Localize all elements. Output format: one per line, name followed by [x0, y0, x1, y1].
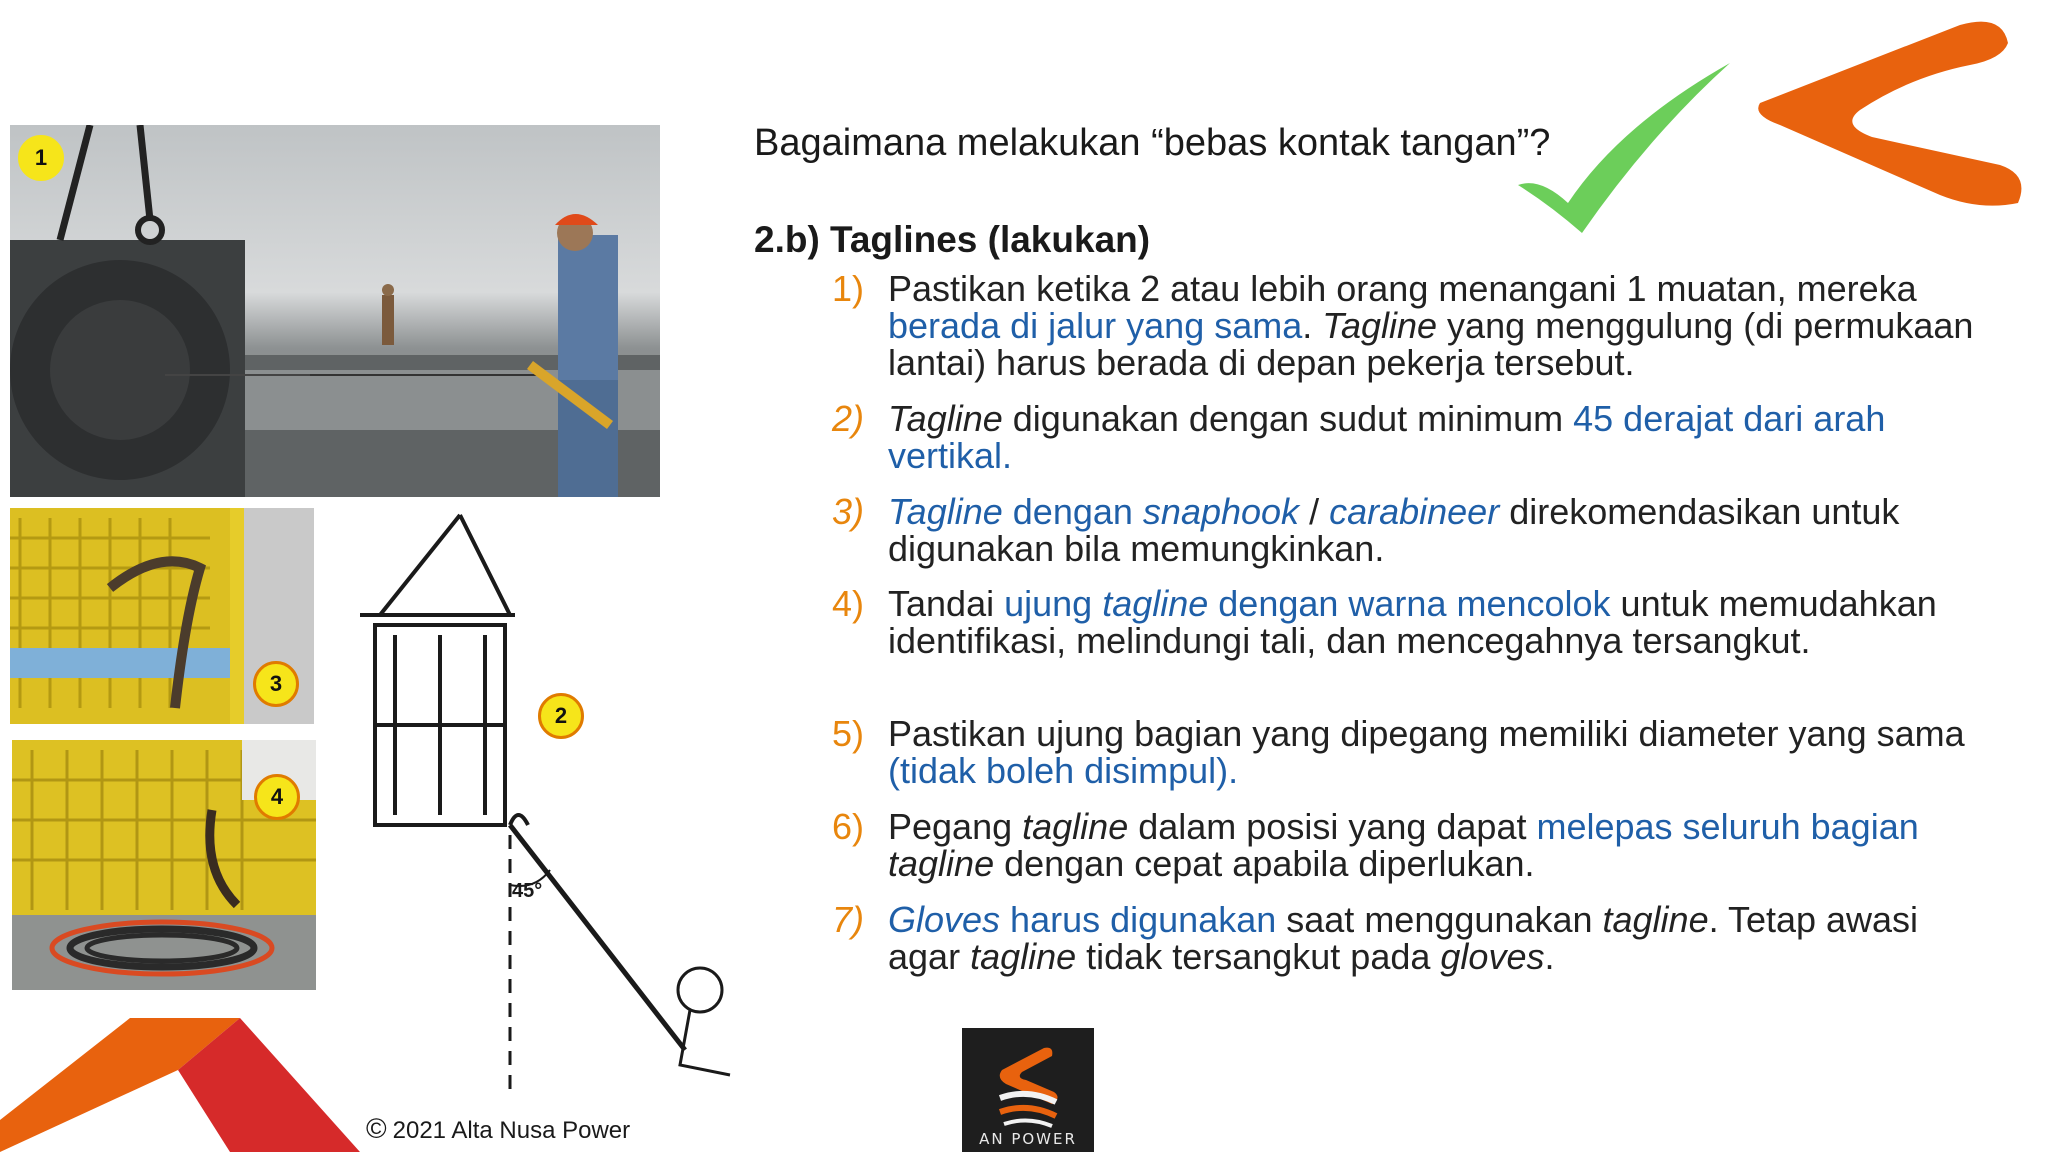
- list-item: [832, 400, 1982, 480]
- an-power-logo: [962, 1028, 1094, 1152]
- item-text-run: tagline: [970, 936, 1077, 977]
- item-text-run: dengan cepat apabila diperlukan.: [994, 843, 1535, 884]
- item-text-run: tagline: [1102, 583, 1209, 624]
- item-text-run: tagline: [1022, 806, 1129, 847]
- item-text-run: Gloves: [888, 899, 1001, 940]
- brand-shape-bottom-left: [0, 1000, 360, 1152]
- item-text-run: berada di jalur yang sama: [888, 305, 1303, 346]
- sketch-angle-label: 45°: [512, 880, 543, 902]
- item-text-run: direkomendasikan untuk digunakan bila memungkinkan.: [888, 491, 1900, 569]
- crane-scene-illustration: [10, 125, 660, 497]
- section-number: 2.b): [754, 219, 820, 260]
- item-text-run: snaphook: [1142, 491, 1300, 532]
- item-text-run: dengan warna mencolok: [1208, 583, 1611, 624]
- item-text: [888, 808, 1998, 882]
- brand-logo-top: [1740, 15, 2040, 215]
- badge-1: 1: [18, 135, 64, 181]
- item-number: 5): [832, 713, 865, 754]
- item-number: 2): [832, 398, 865, 439]
- item-text: [888, 585, 1998, 659]
- item-text-run: Pastikan ujung bagian yang dipegang memiliki diameter yang sama: [888, 713, 1965, 754]
- copyright-symbol: ©: [366, 1113, 387, 1144]
- item-number: 6): [832, 806, 865, 847]
- item-text-run: 45 derajat dari arah vertikal.: [888, 398, 1886, 476]
- item-text-run: (tidak boleh disimpul).: [888, 750, 1239, 791]
- item-text-run: tagline: [888, 843, 995, 884]
- item-number: 1): [832, 268, 865, 309]
- list-item: [832, 808, 1982, 888]
- item-text-run: digunakan dengan sudut minimum: [1002, 398, 1574, 439]
- question-heading: Bagaimana melakukan “bebas kontak tangan”?: [754, 122, 1551, 164]
- item-text-run: tagline: [1602, 899, 1709, 940]
- item-number: 3): [832, 491, 865, 532]
- section-title: Taglines (lakukan): [830, 219, 1151, 260]
- an-power-text: AN POWER: [979, 1130, 1077, 1148]
- item-number: 4): [832, 583, 865, 624]
- item-text-run: .: [1302, 305, 1323, 346]
- item-text-run: Tagline: [888, 491, 1003, 532]
- item-text-run: Pastikan ketika 2 atau lebih orang menangani 1 muatan, mereka: [888, 268, 1917, 309]
- item-text-run: dalam posisi yang dapat: [1128, 806, 1537, 847]
- item-text-run: Tagline: [1322, 305, 1438, 346]
- photo-cage-coiled-tagline: [12, 740, 316, 990]
- item-text-run: Tagline: [888, 398, 1003, 439]
- item-text-run: tidak tersangkut pada: [1076, 936, 1441, 977]
- list-item: [832, 901, 1982, 981]
- item-text-run: gloves: [1440, 936, 1545, 977]
- item-text-run: carabineer: [1329, 491, 1500, 532]
- list-item: [832, 270, 1982, 385]
- item-text-run: /: [1299, 491, 1330, 532]
- badge-3: 3: [253, 661, 299, 707]
- item-text: [888, 493, 1998, 567]
- item-number: 7): [832, 899, 865, 940]
- item-text-run: melepas seluruh bagian: [1536, 806, 1919, 847]
- photo-cage-marked-tagline: [10, 508, 314, 724]
- item-text-run: untuk memudahkan identifikasi, melindungi tali, dan mencegahnya tersangkut.: [888, 583, 1937, 661]
- item-text-run: Tandai: [888, 583, 1005, 624]
- badge-2: 2: [538, 693, 584, 739]
- list-item: [832, 493, 1982, 573]
- item-text-run: harus digunakan: [1000, 899, 1277, 940]
- item-text-run: . Tetap awasi agar: [888, 899, 1919, 977]
- photo-crane-lift: [10, 125, 660, 497]
- item-text: [888, 270, 1998, 381]
- item-text-run: saat menggunakan: [1276, 899, 1603, 940]
- item-text-run: dengan: [1002, 491, 1143, 532]
- item-text-run: ujung: [1004, 583, 1103, 624]
- item-text-run: .: [1544, 936, 1555, 977]
- item-text-run: Pegang: [888, 806, 1023, 847]
- copyright-notice: [366, 1113, 630, 1145]
- an-power-emblem-icon: [992, 1040, 1064, 1128]
- list-item: [832, 585, 1982, 700]
- list-item: [832, 715, 1982, 795]
- badge-4: 4: [254, 774, 300, 820]
- item-text: [888, 901, 1998, 975]
- copyright-text: 2021 Alta Nusa Power: [392, 1117, 631, 1144]
- item-text: [888, 715, 1998, 789]
- item-text-run: yang menggulung (di permukaan lantai) harus berada di depan pekerja tersebut.: [888, 305, 1974, 383]
- item-text: [888, 400, 1998, 474]
- tagline-sketch-illustration: [350, 505, 750, 1095]
- tagline-angle-sketch: [350, 505, 750, 1095]
